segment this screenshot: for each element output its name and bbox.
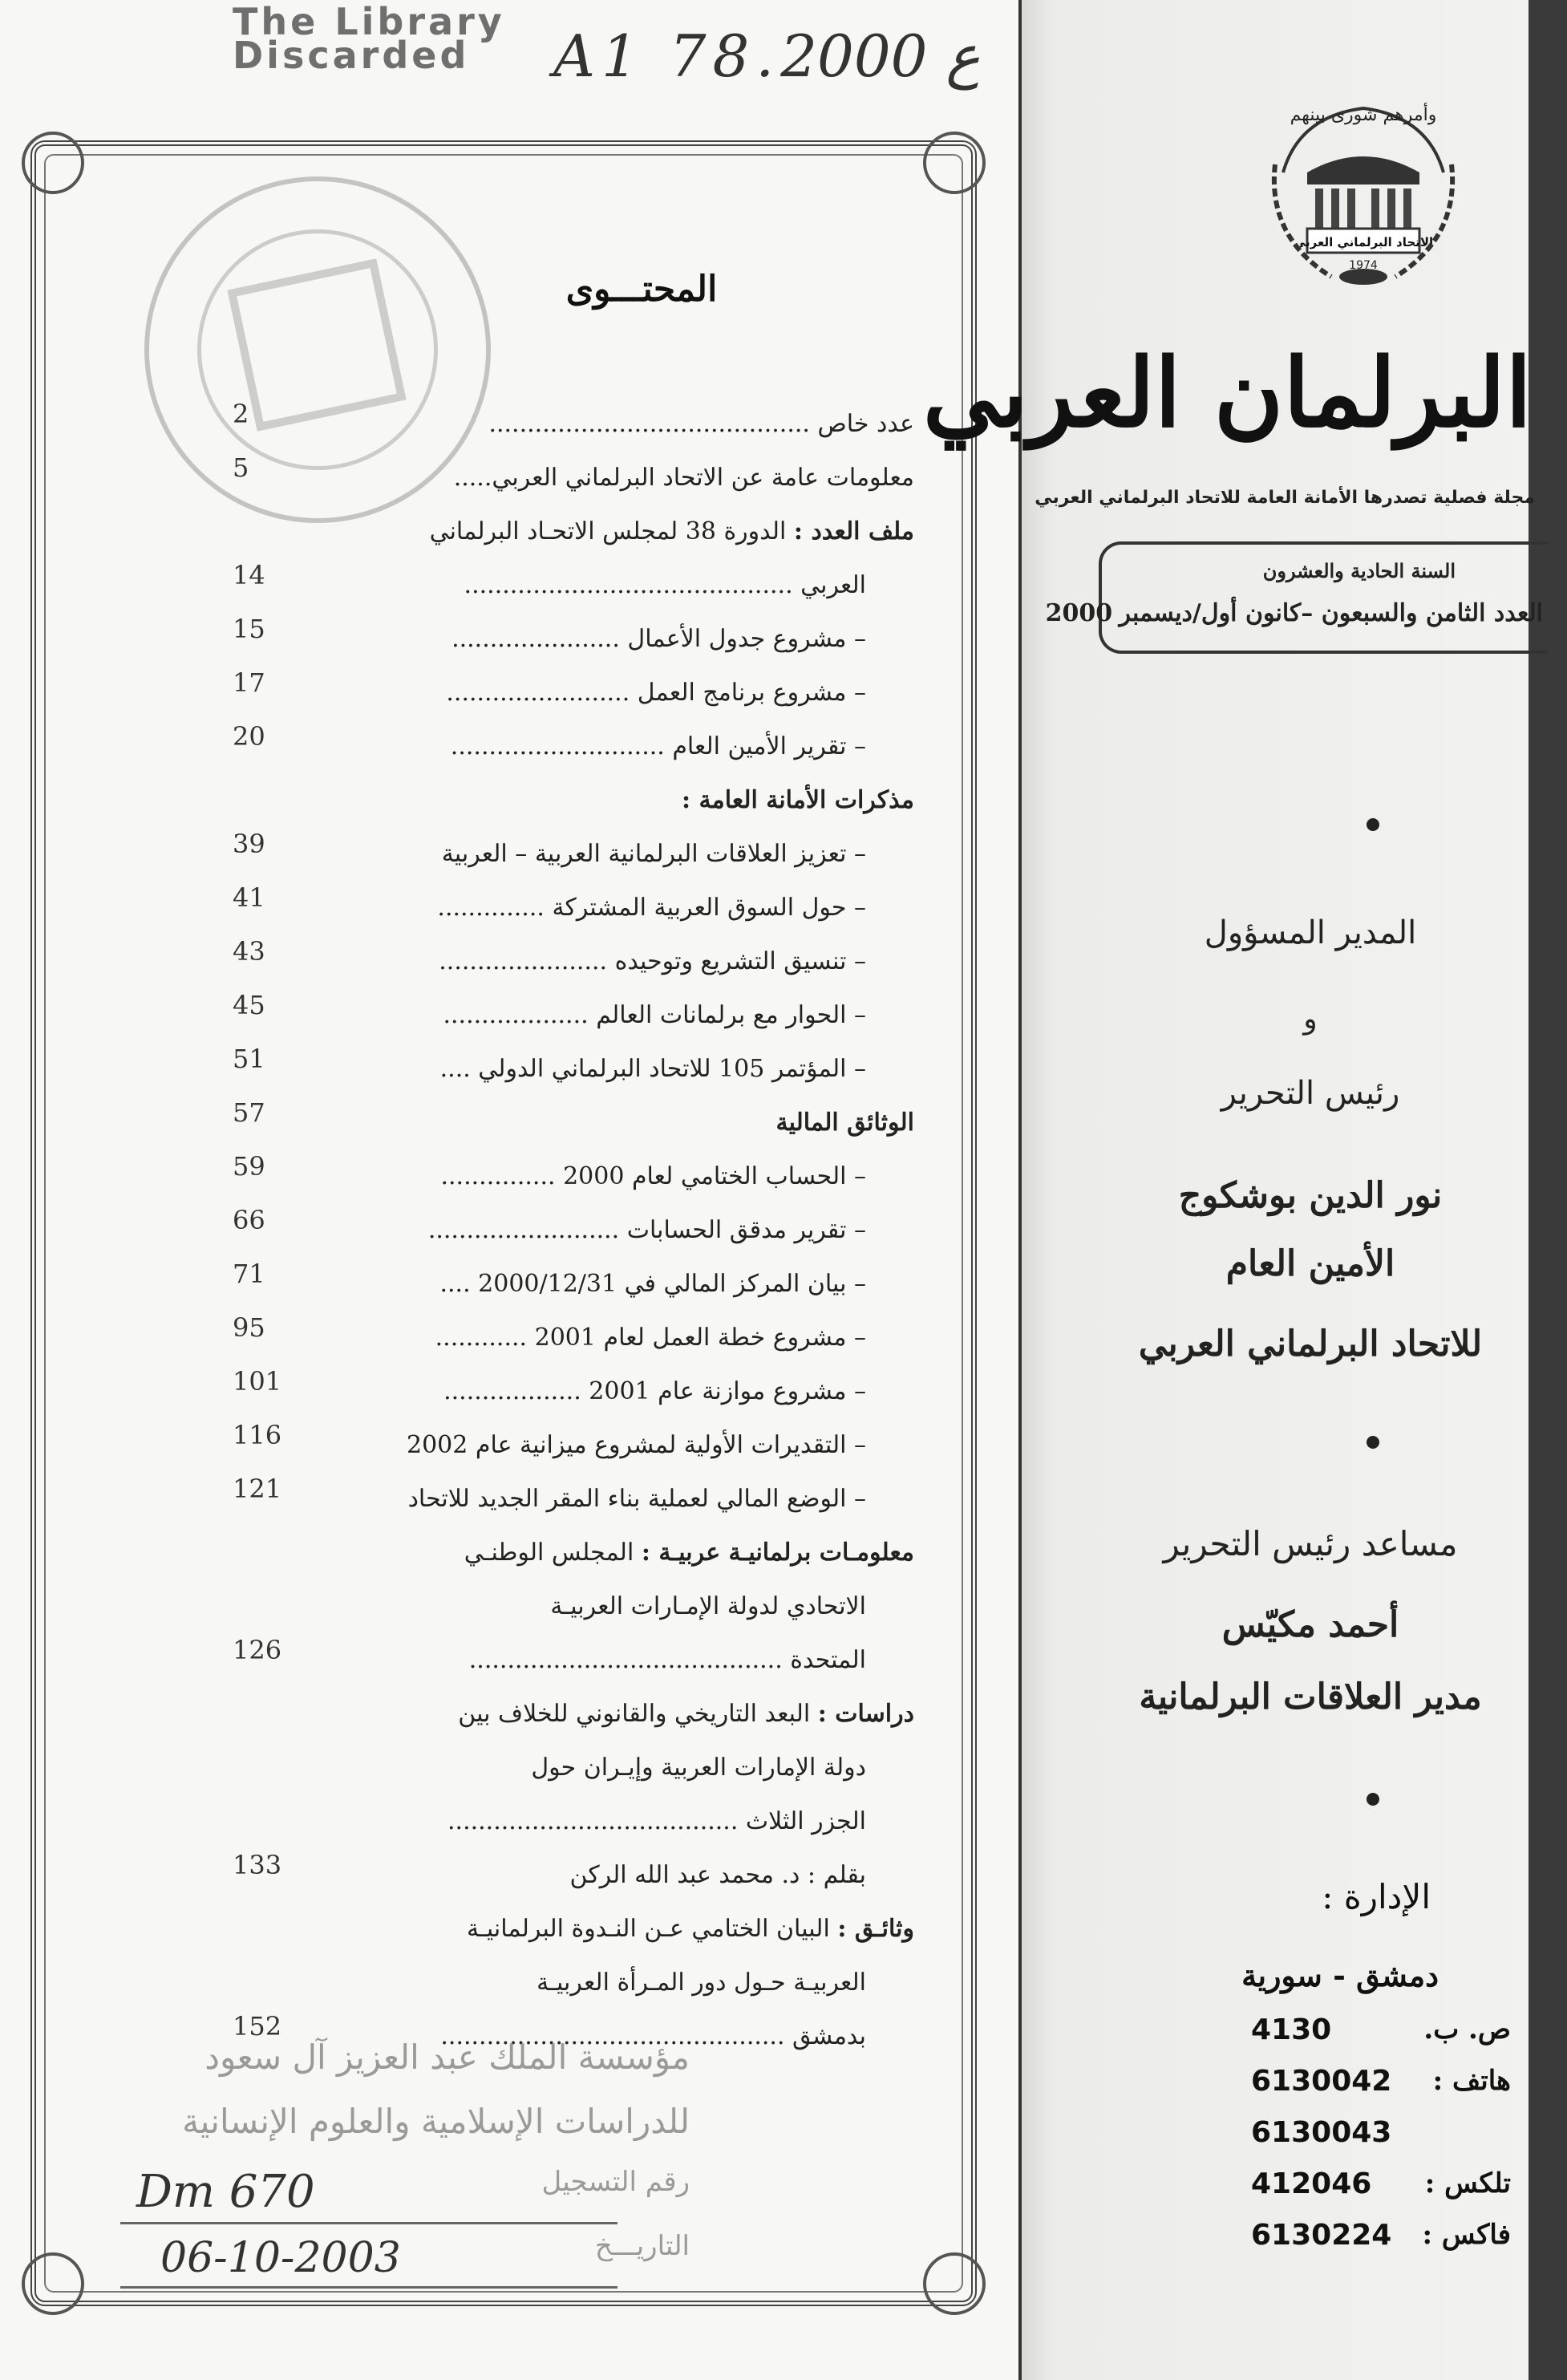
- toc-page-number: 59: [233, 1151, 265, 1182]
- toc-page-number: 45: [233, 990, 265, 1020]
- toc-row: [233, 720, 914, 773]
- magazine-subtitle: مجلة فصلية تصدرها الأمانة العامة للاتحاد البرلماني العربي: [1035, 488, 1535, 508]
- toc-row: [241, 773, 914, 827]
- stamp-org-line: مؤسسة الملك عبد العزيز آل سعود: [204, 2037, 690, 2077]
- toc-entry: [407, 1418, 866, 1472]
- toc-entry-text: دولة الإمارات العربية وإيـران حول: [531, 1754, 866, 1782]
- assistant-label: مساعد رئيس التحرير: [1163, 1524, 1458, 1563]
- toc-row: [233, 1257, 914, 1311]
- magazine-title: البرلمان العربي: [922, 337, 1532, 448]
- toc-entry-text: البعد التاريخي والقانوني للخلاف بين: [458, 1700, 811, 1728]
- toc-entry: [775, 1096, 914, 1149]
- toc-section-label: دراسات :: [817, 1700, 914, 1728]
- assistant-name: أحمد مكيّس: [1221, 1604, 1399, 1645]
- toc-entry-text: عدد خاص ..........................................: [488, 410, 914, 438]
- bullet-icon: [1367, 1793, 1379, 1806]
- toc-page-number: 116: [233, 1420, 282, 1450]
- toc-entry: [451, 720, 866, 773]
- contact-value: 4130: [1251, 2013, 1332, 2046]
- toc-page-number: 20: [233, 721, 265, 752]
- toc-row: [233, 827, 914, 881]
- arab-parliamentary-union-logo-icon: [1251, 76, 1476, 309]
- toc-entry-text: البيان الختامي عـن النـدوة البرلمانيـة: [467, 1915, 830, 1943]
- toc-entry: [428, 1203, 866, 1257]
- contact-value: 6130043: [1251, 2116, 1392, 2149]
- stamp-line-2: Discarded: [233, 34, 470, 77]
- toc-entry-text: الدورة 38 لمجلس الاتحـاد البرلماني: [429, 517, 787, 545]
- contact-label: ص. ب.: [1423, 2013, 1511, 2046]
- toc-page-number: 121: [233, 1474, 282, 1504]
- toc-row: [241, 1956, 914, 2009]
- toc-row: [233, 1364, 914, 1418]
- toc-entry: [569, 1848, 866, 1902]
- toc-section-label: الوثائق المالية: [775, 1109, 914, 1137]
- toc-entry: [440, 1149, 866, 1203]
- toc-page-number: 95: [233, 1312, 265, 1343]
- toc-entry: [435, 1311, 866, 1364]
- toc-section-label: وثائـق :: [837, 1915, 914, 1943]
- contact-label: هاتف :: [1432, 2065, 1511, 2097]
- toc-row: [241, 505, 914, 558]
- toc-entry-text: بقلم : د. محمد عبد الله الركن: [569, 1861, 866, 1889]
- toc-row: [233, 935, 914, 988]
- issue-number-text: [1046, 599, 1543, 627]
- director-org: للاتحاد البرلماني العربي: [1138, 1324, 1483, 1364]
- toc-entry: [442, 827, 866, 881]
- toc-entry-text: – تقرير الأمين العام ............................: [450, 732, 866, 760]
- toc-entry-text: الجزر الثلاث ......................................: [447, 1807, 866, 1835]
- toc-page-number: 71: [233, 1259, 265, 1289]
- toc-row: [241, 1794, 914, 1848]
- toc-entry-text: المجلس الوطنـي: [464, 1539, 634, 1567]
- city-label: دمشق - سورية: [1241, 1957, 1439, 1993]
- toc-page-number: 43: [233, 936, 265, 967]
- logo-label: الاتحاد البرلماني العربي: [1293, 235, 1434, 249]
- toc-entry: [446, 666, 866, 720]
- toc-entry-text: بدمشق .............................................: [440, 2022, 866, 2050]
- stamp-underline: [120, 2286, 617, 2289]
- toc-row: [241, 1526, 914, 1579]
- assistant-title: مدير العلاقات البرلمانية: [1139, 1677, 1482, 1717]
- toc-entry-text: – الحساب الختامي لعام 2000 ...............: [440, 1162, 866, 1190]
- toc-row: [233, 1096, 914, 1149]
- toc-entry-text: – بيان المركز المالي في 2000/12/31 ....: [439, 1270, 866, 1298]
- issue-year-text: السنة الحادية والعشرون: [1262, 559, 1456, 582]
- toc-row: [233, 558, 914, 612]
- stamp-org-line: للدراسات الإسلامية والعلوم الإنسانية: [182, 2102, 690, 2141]
- toc-page-number: 152: [233, 2011, 282, 2041]
- toc-entry: [469, 1633, 866, 1687]
- toc-section-label: ملف العدد :: [793, 517, 914, 545]
- contact-value: 6130042: [1251, 2065, 1392, 2098]
- toc-entry-text: العربيـة حـول دور المـرأة العربيـة: [537, 1968, 866, 1997]
- toc-row: [233, 612, 914, 666]
- toc-row: [233, 397, 914, 451]
- contact-value: 6130224: [1251, 2219, 1392, 2252]
- handwritten-code: A1 78.ع 2000: [553, 22, 981, 90]
- stamp-register-label: رقم التسجيل: [541, 2166, 690, 2198]
- toc-entry: [488, 397, 914, 451]
- toc-page-number: 133: [233, 1850, 282, 1880]
- ornament-corner-icon: [22, 2252, 84, 2315]
- toc-entry: [537, 1956, 866, 2009]
- toc-page-number: 51: [233, 1044, 265, 1074]
- toc-page-number: 101: [233, 1366, 282, 1397]
- admin-label: الإدارة :: [1322, 1877, 1431, 1916]
- handwritten-register-no: Dm 670: [136, 2166, 315, 2218]
- toc-list: [233, 397, 914, 2063]
- stamp-line-1: The Library: [233, 0, 505, 43]
- toc-entry: [464, 558, 866, 612]
- toc-entry: [458, 1687, 914, 1741]
- toc-row: [233, 1042, 914, 1096]
- toc-page-number: 2: [233, 399, 249, 429]
- toc-entry: [464, 1526, 914, 1579]
- toc-entry-text: معلومات عامة عن الاتحاد البرلماني العربي.....: [453, 464, 914, 492]
- toc-page-number: 57: [233, 1097, 265, 1128]
- handwritten-date: 06-10-2003: [160, 2234, 401, 2282]
- logo-motto: وأمرهم شورى بينهم: [1290, 105, 1437, 125]
- director-title: الأمين العام: [1225, 1243, 1395, 1284]
- toc-page-number: 14: [233, 560, 265, 590]
- editor-label: رئيس التحرير: [1221, 1075, 1400, 1112]
- toc-entry: [454, 451, 914, 505]
- toc-row: [233, 666, 914, 720]
- toc-entry-text: – الحوار مع برلمانات العالم ...................: [443, 1001, 866, 1029]
- stamp-date-label: التاريـــخ: [594, 2230, 690, 2262]
- toc-row: [233, 881, 914, 935]
- toc-row: [233, 1472, 914, 1526]
- and-label: و: [1303, 1003, 1318, 1036]
- toc-entry-text: – مشروع موازنة عام 2001 ..................: [443, 1377, 866, 1405]
- stamp-underline: [120, 2222, 617, 2224]
- toc-row: [233, 988, 914, 1042]
- toc-entry: [682, 773, 914, 827]
- toc-page-number: 15: [233, 614, 265, 644]
- contact-label: تلكس :: [1424, 2167, 1511, 2200]
- director-name: نور الدين بوشكوج: [1178, 1175, 1443, 1216]
- toc-row: [233, 1633, 914, 1687]
- toc-page-number: 126: [233, 1635, 282, 1665]
- toc-title: المحتـــوى: [565, 269, 718, 310]
- toc-entry: [531, 1741, 866, 1794]
- toc-entry-text: – مشروع برنامج العمل ........................: [446, 679, 866, 707]
- library-discarded-stamp: [233, 0, 505, 77]
- toc-row: [233, 451, 914, 505]
- toc-entry-text: – تعزيز العلاقات البرلمانية العربية – العربية: [441, 840, 866, 868]
- contact-label: فاكس :: [1422, 2219, 1511, 2251]
- toc-entry-text: – المؤتمر 105 للاتحاد البرلماني الدولي ....: [439, 1055, 866, 1083]
- toc-entry: [440, 1042, 866, 1096]
- toc-entry-text: – مشروع جدول الأعمال ......................: [451, 625, 866, 653]
- toc-entry: [430, 505, 914, 558]
- toc-row: [241, 1579, 914, 1633]
- ornament-corner-icon: [923, 132, 986, 194]
- toc-entry: [439, 1257, 866, 1311]
- toc-page-number: 66: [233, 1205, 265, 1235]
- toc-page-number: 17: [233, 667, 265, 698]
- toc-entry: [443, 988, 866, 1042]
- toc-entry-text: – التقديرات الأولية لمشروع ميزانية عام 2002: [406, 1431, 866, 1459]
- toc-entry-text: – الوضع المالي لعملية بناء المقر الجديد للاتحاد: [407, 1485, 866, 1513]
- toc-entry: [437, 881, 866, 935]
- toc-entry-text: العربي ...........................................: [464, 571, 866, 599]
- toc-page-number: 41: [233, 882, 265, 913]
- toc-row: [241, 1687, 914, 1741]
- toc-entry-text: – مشروع خطة العمل لعام 2001 ............: [435, 1324, 866, 1352]
- toc-entry-text: – تنسيق التشريع وتوحيده ......................: [439, 947, 866, 975]
- toc-row: [233, 1418, 914, 1472]
- toc-entry-text: المتحدة .........................................: [468, 1646, 866, 1674]
- toc-row: [241, 1902, 914, 1956]
- toc-row: [233, 1311, 914, 1364]
- issue-year-number: 2000: [1045, 599, 1113, 627]
- toc-entry: [439, 935, 866, 988]
- contact-value: 412046: [1251, 2167, 1372, 2200]
- ornament-corner-icon: [923, 2252, 986, 2315]
- issue-box: [1045, 541, 1548, 654]
- toc-entry: [408, 1472, 866, 1526]
- toc-entry: [550, 1579, 866, 1633]
- toc-entry: [467, 1902, 914, 1956]
- toc-section-label: معلومـات برلمانيـة عربيـة :: [641, 1539, 914, 1567]
- toc-entry: [443, 1364, 866, 1418]
- bullet-icon: [1367, 818, 1379, 831]
- issue-number: العدد الثامن والسبعون –كانون أول/ديسمبر: [1119, 599, 1543, 627]
- toc-entry-text: الاتحادي لدولة الإمـارات العربيـة: [550, 1592, 866, 1620]
- toc-row: [233, 1149, 914, 1203]
- logo-year: 1974: [1349, 259, 1378, 272]
- toc-page-number: 5: [233, 452, 249, 483]
- bullet-icon: [1367, 1436, 1379, 1449]
- toc-row: [241, 1741, 914, 1794]
- toc-entry: [447, 1794, 866, 1848]
- toc-row: [233, 1848, 914, 1902]
- toc-page-number: 39: [233, 829, 265, 859]
- toc-section-label: مذكرات الأمانة العامة :: [682, 786, 914, 814]
- toc-entry-text: – تقرير مدقق الحسابات .........................: [427, 1216, 866, 1244]
- toc-entry: [451, 612, 866, 666]
- toc-entry-text: – حول السوق العربية المشتركة ..............: [437, 894, 866, 922]
- director-label: المدير المسؤول: [1204, 914, 1417, 951]
- ornament-corner-icon: [22, 132, 84, 194]
- toc-row: [233, 1203, 914, 1257]
